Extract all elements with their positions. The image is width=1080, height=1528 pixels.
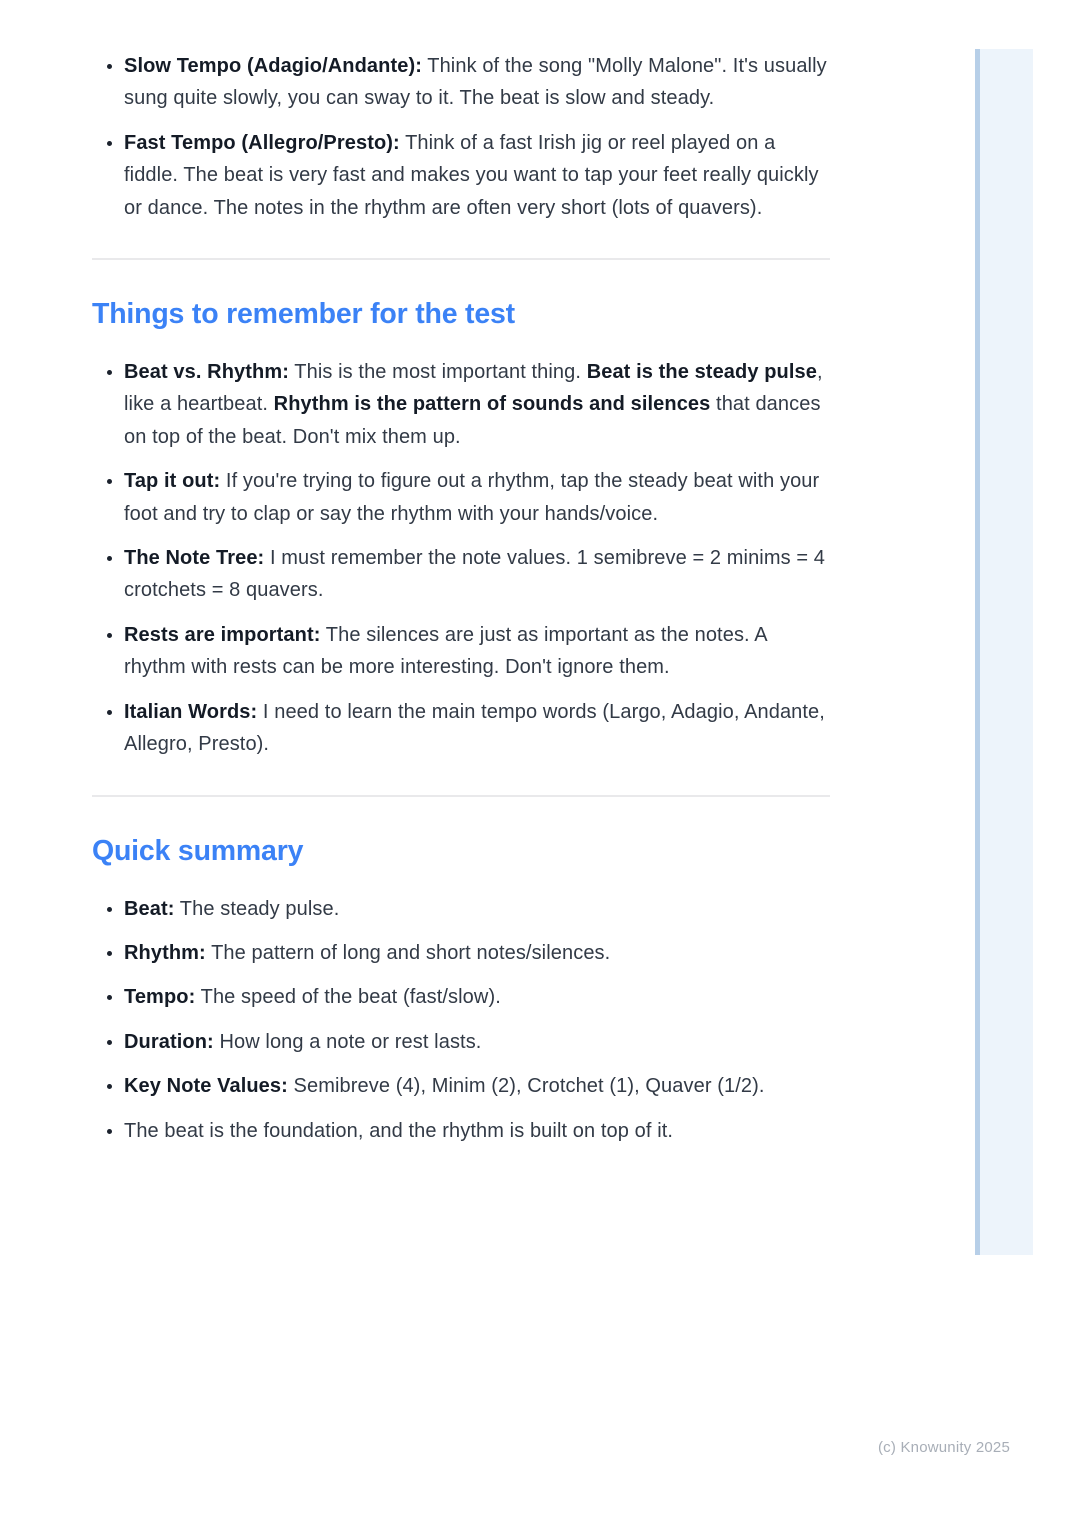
text-segment: that dances on top of the beat. Don't mix them up. bbox=[124, 393, 821, 448]
bold-text-segment: Beat vs. Rhythm: bbox=[124, 361, 289, 384]
list-item bbox=[124, 696, 830, 761]
bold-text-segment: Fast Tempo (Allegro/Presto): bbox=[124, 131, 400, 154]
document-content bbox=[92, 50, 830, 1147]
text-segment: I must remember the note values. 1 semibreve = 2 minims = 4 crotchets = 8 quavers. bbox=[124, 547, 826, 602]
list-item bbox=[124, 1070, 830, 1102]
bold-text-segment: Beat: bbox=[124, 897, 175, 920]
text-segment: The pattern of long and short notes/silences. bbox=[205, 941, 611, 964]
section-heading-summary: Quick summary bbox=[92, 834, 304, 867]
test-tips-list bbox=[92, 356, 830, 760]
text-segment: Semibreve (4), Minim (2), Crotchet (1), Quaver (1/2). bbox=[287, 1075, 765, 1098]
text-segment: The silences are just as important as the notes. A rhythm with rests can be more interesting. Don't ignore them. bbox=[124, 623, 767, 679]
list-item bbox=[124, 50, 830, 115]
text-segment: Think of a fast Irish jig or reel played on a fiddle. The beat is very fast and makes you want to tap your feet really quickly or dance. The notes in the rhythm are often very short (lots of quavers). bbox=[124, 131, 819, 219]
list-item bbox=[124, 981, 830, 1013]
text-segment: , like a heartbeat. bbox=[124, 361, 823, 416]
list-item bbox=[124, 127, 830, 224]
list-item bbox=[124, 542, 830, 607]
bold-text-segment: Rhythm is the pattern of sounds and silences bbox=[273, 393, 711, 416]
text-segment: Think of the song "Molly Malone". It's usually sung quite slowly, you can sway to it. The beat is slow and steady. bbox=[124, 55, 827, 110]
section-divider bbox=[92, 795, 830, 797]
text-segment: This is the most important thing. bbox=[288, 361, 587, 384]
bold-text-segment: Tempo: bbox=[124, 986, 196, 1009]
bold-text-segment: Slow Tempo (Adagio/Andante): bbox=[124, 55, 422, 77]
page-edge-bar bbox=[975, 49, 1033, 1255]
list-item bbox=[124, 619, 830, 684]
list-item bbox=[124, 356, 830, 453]
text-segment: I need to learn the main tempo words (Largo, Adagio, Andante, Allegro, Presto). bbox=[124, 700, 825, 756]
section-divider bbox=[92, 258, 830, 260]
list-item bbox=[124, 465, 830, 530]
bold-text-segment: Rests are important: bbox=[124, 623, 321, 646]
text-segment: If you're trying to figure out a rhythm, tap the steady beat with your foot and try to clap or say the rhythm with your hands/voice. bbox=[124, 470, 820, 525]
text-segment: The beat is the foundation, and the rhythm is built on top of it. bbox=[124, 1119, 674, 1142]
bold-text-segment: Beat is the steady pulse bbox=[586, 361, 817, 384]
text-segment: The steady pulse. bbox=[174, 897, 340, 920]
copyright-footer: (c) Knowunity 2025 bbox=[877, 1439, 1010, 1456]
list-item bbox=[124, 1026, 830, 1058]
text-segment: The speed of the beat (fast/slow). bbox=[195, 986, 501, 1009]
text-segment: How long a note or rest lasts. bbox=[213, 1030, 482, 1053]
bold-text-segment: Italian Words: bbox=[124, 700, 258, 723]
list-item bbox=[124, 937, 830, 969]
bold-text-segment: Duration: bbox=[124, 1030, 214, 1053]
list-item bbox=[124, 893, 830, 925]
bold-text-segment: Tap it out: bbox=[124, 470, 221, 493]
tempo-examples-list bbox=[92, 50, 830, 224]
section-heading-test: Things to remember for the test bbox=[92, 298, 515, 331]
list-item bbox=[124, 1115, 830, 1147]
summary-list bbox=[92, 893, 830, 1147]
bold-text-segment: Key Note Values: bbox=[124, 1075, 288, 1098]
bold-text-segment: Rhythm: bbox=[124, 941, 206, 964]
bold-text-segment: The Note Tree: bbox=[124, 547, 265, 570]
